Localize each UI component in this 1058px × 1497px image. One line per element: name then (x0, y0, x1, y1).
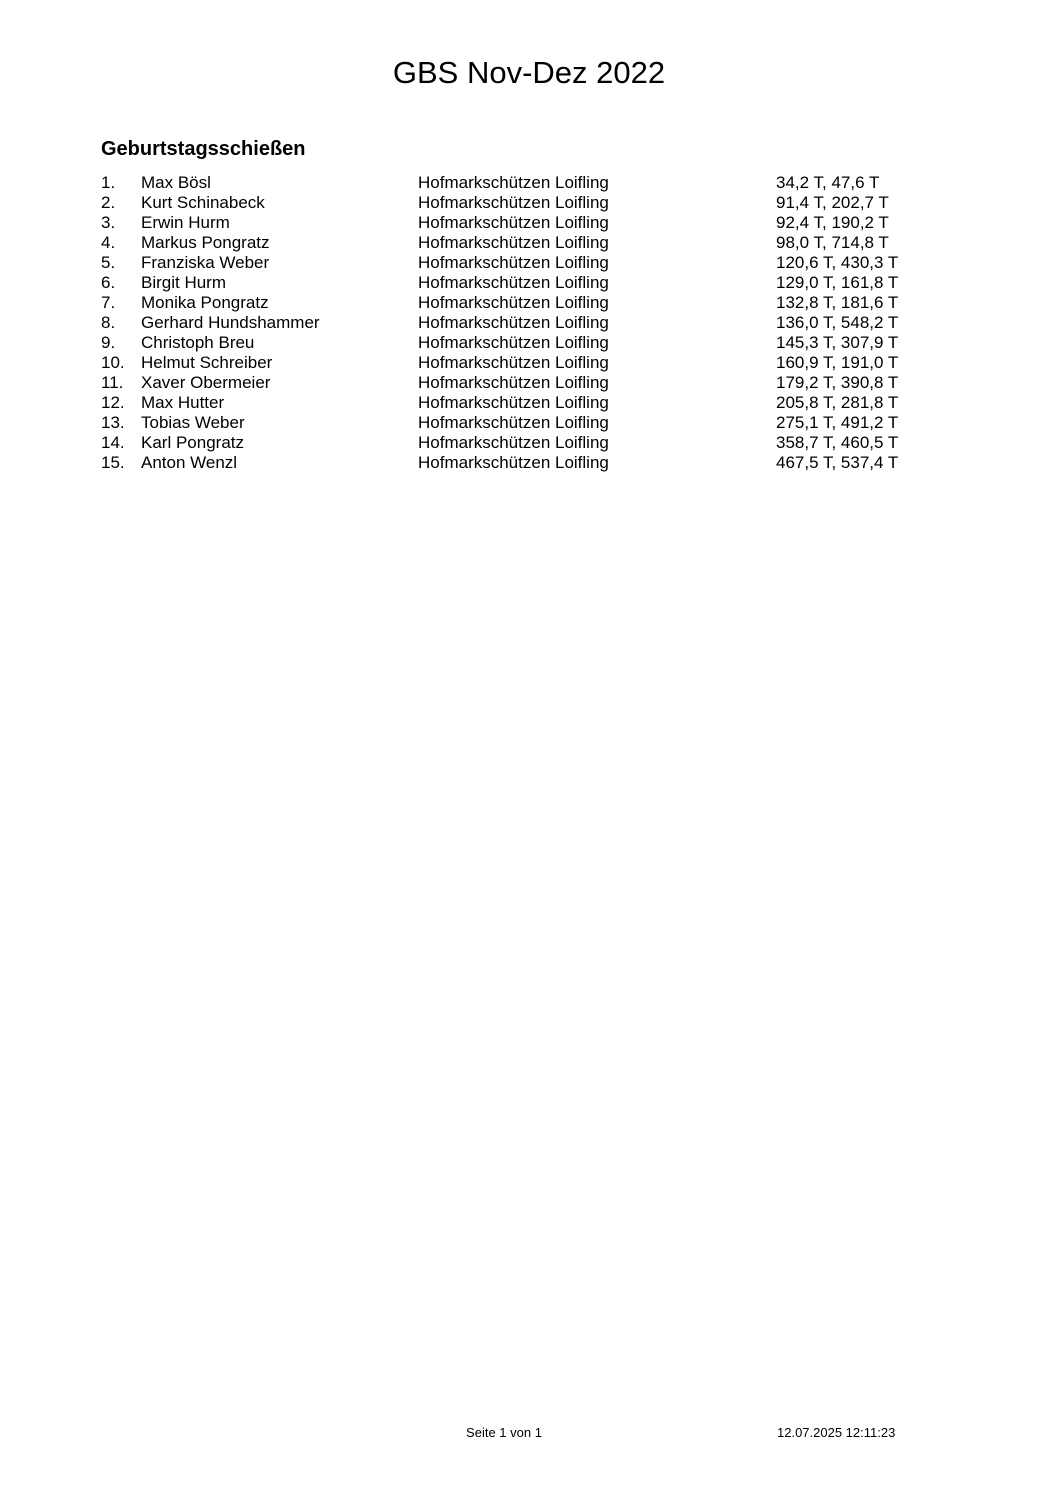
result-score: 129,0 T, 161,8 T (776, 273, 899, 292)
result-score: 92,4 T, 190,2 T (776, 213, 889, 232)
result-score: 145,3 T, 307,9 T (776, 333, 899, 352)
result-name: Karl Pongratz (141, 433, 244, 452)
result-rank: 10. (101, 353, 125, 372)
result-rank: 1. (101, 173, 116, 192)
result-row (101, 173, 921, 193)
result-row (101, 193, 921, 213)
result-club: Hofmarkschützen Loifling (418, 193, 609, 212)
result-name: Max Bösl (141, 173, 211, 192)
result-row (101, 333, 921, 353)
result-score: 98,0 T, 714,8 T (776, 233, 889, 252)
result-club: Hofmarkschützen Loifling (418, 393, 609, 412)
result-row (101, 293, 921, 313)
result-row (101, 213, 921, 233)
result-score: 275,1 T, 491,2 T (776, 413, 899, 432)
page-title: GBS Nov-Dez 2022 (392, 55, 666, 90)
result-name: Xaver Obermeier (141, 373, 271, 392)
result-rank: 12. (101, 393, 125, 412)
result-score: 160,9 T, 191,0 T (776, 353, 899, 372)
result-club: Hofmarkschützen Loifling (418, 433, 609, 452)
result-rank: 9. (101, 333, 116, 352)
result-club: Hofmarkschützen Loifling (418, 353, 609, 372)
result-club: Hofmarkschützen Loifling (418, 373, 609, 392)
result-name: Franziska Weber (141, 253, 270, 272)
result-club: Hofmarkschützen Loifling (418, 273, 609, 292)
result-rank: 4. (101, 233, 116, 252)
section-heading: Geburtstagsschießen (101, 138, 306, 160)
result-name: Helmut Schreiber (141, 353, 273, 372)
result-club: Hofmarkschützen Loifling (418, 293, 609, 312)
result-name: Monika Pongratz (141, 293, 269, 312)
results-list (101, 173, 921, 473)
result-rank: 14. (101, 433, 125, 452)
result-club: Hofmarkschützen Loifling (418, 313, 609, 332)
result-name: Gerhard Hundshammer (141, 313, 320, 332)
result-row (101, 453, 921, 473)
result-rank: 3. (101, 213, 116, 232)
result-rank: 7. (101, 293, 116, 312)
result-score: 91,4 T, 202,7 T (776, 193, 889, 212)
result-rank: 8. (101, 313, 116, 332)
result-club: Hofmarkschützen Loifling (418, 213, 609, 232)
result-row (101, 433, 921, 453)
result-rank: 5. (101, 253, 116, 272)
result-score: 358,7 T, 460,5 T (776, 433, 899, 452)
result-score: 179,2 T, 390,8 T (776, 373, 899, 392)
result-club: Hofmarkschützen Loifling (418, 253, 609, 272)
result-club: Hofmarkschützen Loifling (418, 453, 609, 472)
result-rank: 6. (101, 273, 116, 292)
result-club: Hofmarkschützen Loifling (418, 413, 609, 432)
result-name: Anton Wenzl (141, 453, 238, 472)
result-row (101, 313, 921, 333)
result-rank: 15. (101, 453, 125, 472)
result-name: Markus Pongratz (141, 233, 270, 252)
result-name: Kurt Schinabeck (141, 193, 265, 212)
result-score: 467,5 T, 537,4 T (776, 453, 899, 472)
footer-page-number: Seite 1 von 1 (466, 1425, 542, 1440)
result-name: Erwin Hurm (141, 213, 230, 232)
result-row (101, 373, 921, 393)
result-row (101, 413, 921, 433)
result-score: 34,2 T, 47,6 T (776, 173, 880, 192)
result-row (101, 233, 921, 253)
result-score: 136,0 T, 548,2 T (776, 313, 899, 332)
result-name: Max Hutter (141, 393, 225, 412)
result-row (101, 273, 921, 293)
footer-timestamp: 12.07.2025 12:11:23 (777, 1425, 896, 1440)
result-rank: 11. (101, 373, 124, 392)
result-name: Christoph Breu (141, 333, 255, 352)
result-club: Hofmarkschützen Loifling (418, 333, 609, 352)
result-rank: 13. (101, 413, 125, 432)
result-score: 120,6 T, 430,3 T (776, 253, 899, 272)
result-row (101, 353, 921, 373)
result-club: Hofmarkschützen Loifling (418, 233, 609, 252)
result-name: Birgit Hurm (141, 273, 227, 292)
result-row (101, 253, 921, 273)
result-name: Tobias Weber (141, 413, 245, 432)
result-score: 205,8 T, 281,8 T (776, 393, 899, 412)
result-row (101, 393, 921, 413)
result-rank: 2. (101, 193, 116, 212)
result-score: 132,8 T, 181,6 T (776, 293, 899, 312)
result-club: Hofmarkschützen Loifling (418, 173, 609, 192)
